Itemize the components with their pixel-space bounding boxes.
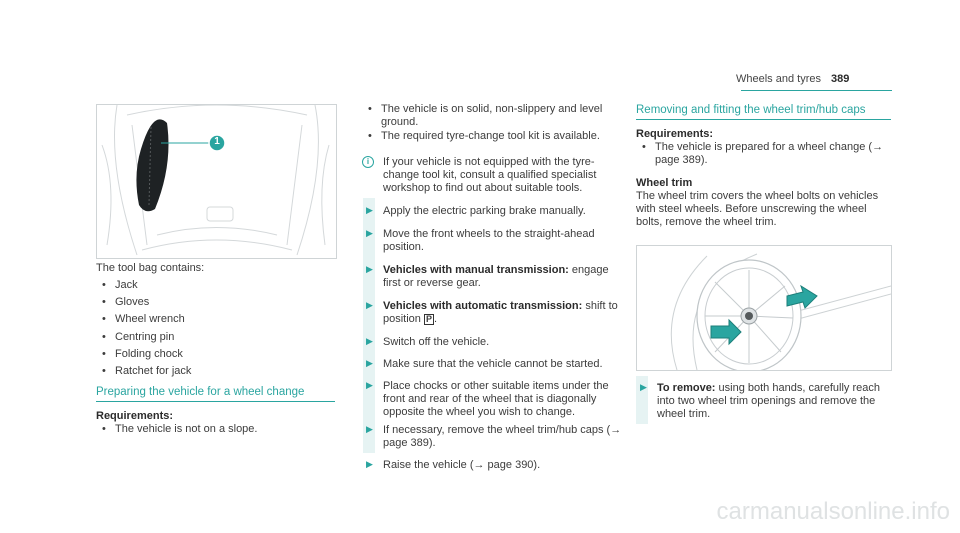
page-number: 389 (831, 73, 850, 85)
step-text: Raise the vehicle (→ page 390). (383, 459, 541, 471)
header-rule (741, 90, 892, 91)
tool-bag-intro: The tool bag contains: (96, 262, 205, 274)
requirements-continued (368, 103, 623, 144)
step-text: engage first or reverse gear. (383, 264, 609, 289)
step-text: Make sure that the vehicle cannot be started. (383, 358, 603, 370)
arrow-right-icon: ▶ (366, 205, 373, 215)
step-text: Apply the electric parking brake manually. (383, 205, 586, 217)
callout-label: 1 (214, 136, 220, 147)
step-lead: To remove: (657, 382, 716, 394)
tool-bag-figure (96, 104, 337, 259)
list-item: • Wheel wrench (102, 313, 185, 326)
list-item: • Folding chock (102, 347, 183, 360)
tool-bag-contents (102, 279, 332, 378)
list-item: • Ratchet for jack (102, 365, 192, 378)
info-icon: i (362, 156, 374, 168)
requirements-label: Requirements: (636, 128, 714, 140)
section-heading-wheel-trim: Removing and fitting the wheel trim/hub caps (636, 104, 891, 120)
step-lead: Vehicles with manual transmission: (383, 264, 569, 276)
wheel-trim-subheading: Wheel trim (636, 177, 693, 189)
arrow-right-icon: ▶ (366, 300, 373, 310)
arrow-right-icon: ▶ (366, 459, 373, 469)
section-heading-preparing: Preparing the vehicle for a wheel change (96, 386, 335, 402)
step-text: Move the front wheels to the straight-ahead position. (383, 228, 595, 253)
step-lead: Vehicles with automatic transmission: (383, 300, 583, 312)
arrow-right-icon: ▶ (640, 382, 647, 392)
list-item: • The vehicle is on solid, non-slippery and level ground. (368, 103, 603, 129)
arrow-right-icon: ▶ (366, 336, 373, 346)
step-text: shift to position (383, 300, 618, 325)
arrow-right-icon: ▶ (366, 380, 373, 390)
list-item: • The vehicle is not on a slope. (102, 423, 258, 435)
requirements-list (642, 141, 890, 167)
section-title: Wheels and tyres (736, 73, 821, 85)
requirements-list (102, 423, 332, 436)
step-text: Place chocks or other suitable items under the front and rear of the wheel that is diagonally opposite the wheel you wish to change. (383, 380, 609, 418)
list-item: • The vehicle is prepared for a wheel change (→ page 389). (642, 141, 884, 167)
info-text: If your vehicle is not equipped with the tyre-change tool kit, consult a qualified specialist workshop to find out about suitable tools. (383, 156, 597, 195)
arrow-right-icon: ▶ (366, 228, 373, 238)
arrow-right-icon: ▶ (366, 264, 373, 274)
tool-bag (136, 119, 168, 211)
step-text: If necessary, remove the wheel trim/hub caps (→ page 389). (383, 424, 622, 449)
list-item: • Gloves (102, 296, 150, 309)
requirements-label: Requirements: (96, 410, 174, 422)
wheel-trim-figure (636, 245, 892, 371)
step-text: using both hands, carefully reach into two wheel trim openings and remove the wheel trim. (657, 382, 880, 420)
arrow-right-icon: ▶ (366, 424, 373, 434)
wheel-trim-description: The wheel trim covers the wheel bolts on vehicles with steel wheels. Before unscrewing the wheel bolts, remove the wheel trim. (636, 190, 879, 229)
wheel-trim-illustration (637, 246, 891, 370)
list-item: • Centring pin (102, 330, 175, 343)
list-item: • Jack (102, 279, 138, 291)
footer-watermark: carmanualsonline.info (716, 498, 950, 525)
step-text: Switch off the vehicle. (383, 336, 490, 348)
park-position-icon: P (425, 314, 432, 324)
arrow-right-icon: ▶ (366, 358, 373, 368)
trunk-illustration (97, 105, 336, 258)
running-header (736, 73, 892, 85)
list-item: • The required tyre-change tool kit is available. (368, 130, 600, 143)
